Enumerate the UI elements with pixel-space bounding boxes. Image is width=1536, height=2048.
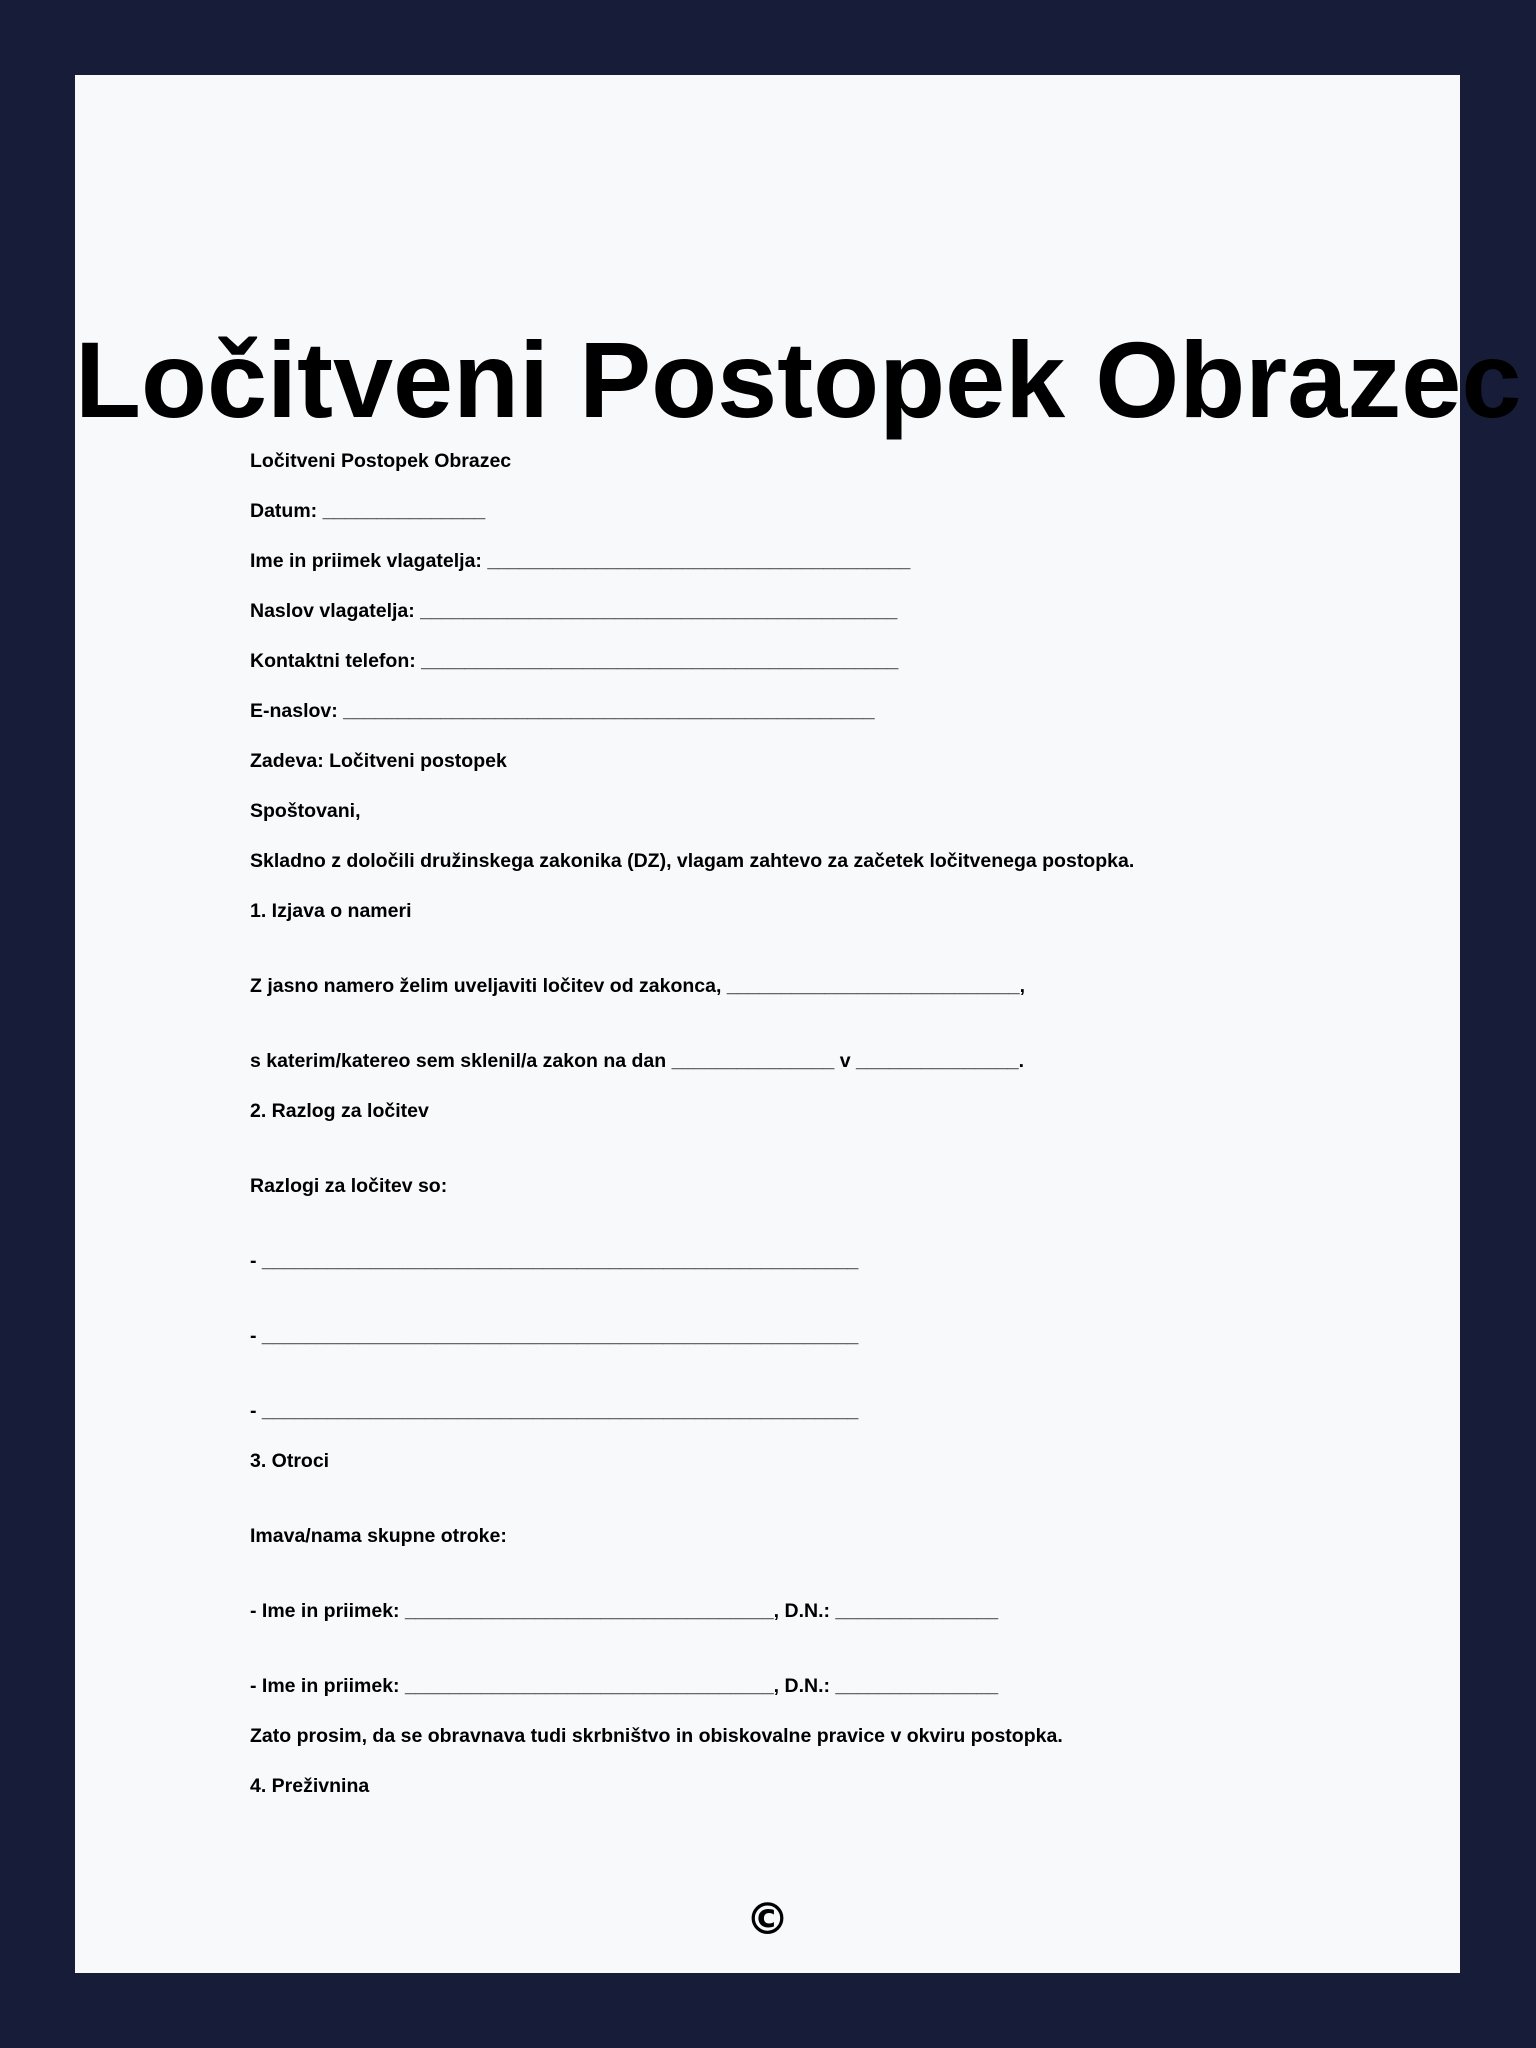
section-heading-intent: 1. Izjava o nameri (250, 900, 412, 922)
child-entry-line: - Ime in priimek: __________________________________, D.N.: _______________ (250, 1600, 999, 1622)
subject-line: Zadeva: Ločitveni postopek (250, 750, 507, 772)
reason-blank-line: - _______________________________________________________ (250, 1250, 859, 1272)
email-line: E-naslov: _________________________________________________ (250, 700, 875, 722)
custody-paragraph: Zato prosim, da se obravnava tudi skrbništvo in obiskovalne pravice v okviru postopka. (250, 1725, 1063, 1747)
phone-line: Kontaktni telefon: ____________________________________________ (250, 650, 899, 672)
reasons-label: Razlogi za ločitev so: (250, 1175, 448, 1197)
section-heading-reason: 2. Razlog za ločitev (250, 1100, 429, 1122)
child-entry-line: - Ime in priimek: __________________________________, D.N.: _______________ (250, 1675, 999, 1697)
reason-blank-line: - _______________________________________________________ (250, 1400, 859, 1422)
document-page (75, 75, 1522, 1973)
section-heading-alimony: 4. Preživnina (250, 1775, 370, 1797)
reason-blank-line: - _______________________________________________________ (250, 1325, 859, 1347)
salutation: Spoštovani, (250, 800, 361, 822)
applicant-name-line: Ime in priimek vlagatelja: _______________________________________ (250, 550, 911, 572)
section-heading-children: 3. Otroci (250, 1450, 330, 1472)
applicant-address-line: Naslov vlagatelja: ____________________________________________ (250, 600, 898, 622)
intent-line-spouse: Z jasno namero želim uveljaviti ločitev od zakonca, ___________________________, (250, 975, 1026, 997)
document-title: Ločitveni Postopek Obrazec (75, 319, 1522, 440)
children-label: Imava/nama skupne otroke: (250, 1525, 507, 1547)
copyright-icon: © (745, 1894, 790, 1945)
intent-line-marriage-date: s katerim/katereo sem sklenil/a zakon na dan _______________ v _______________. (250, 1050, 1025, 1072)
date-line: Datum: _______________ (250, 500, 486, 522)
form-heading: Ločitveni Postopek Obrazec (250, 450, 512, 472)
intro-paragraph: Skladno z določili družinskega zakonika (DZ), vlagam zahtevo za začetek ločitvenega postopka. (250, 850, 1135, 872)
